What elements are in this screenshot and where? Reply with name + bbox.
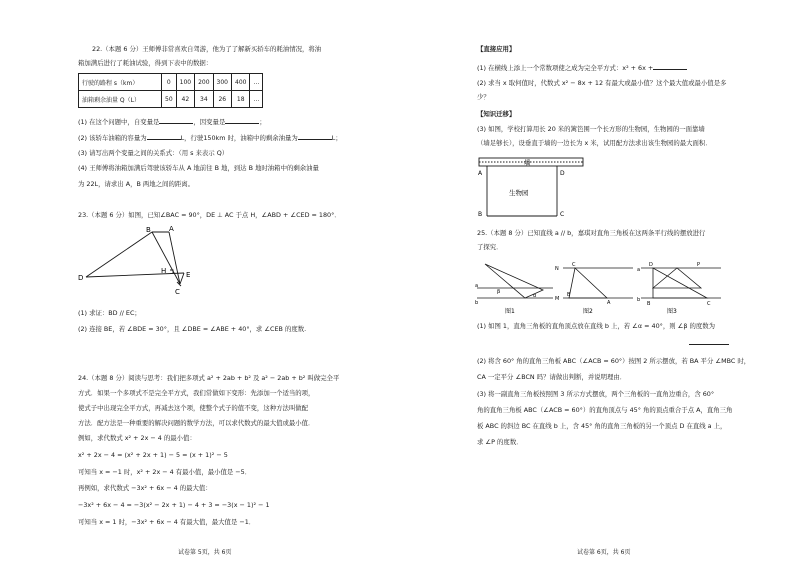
wall-label: 墙	[524, 158, 531, 167]
line-label-b: b	[637, 297, 641, 303]
point-label-a: A	[478, 170, 483, 177]
triangle-45	[653, 268, 701, 288]
line-label-b: b	[475, 300, 479, 306]
figure-1-caption: 图1	[505, 308, 515, 315]
q22-sub4a: (4) 王师傅将油箱加满后驾驶该轿车从 A 地前往 B 地，到达 B 地时油箱中的剩余油量	[78, 164, 319, 172]
point-label-a: A	[169, 225, 174, 233]
table-cell: 0	[162, 74, 177, 91]
q24-line-3: 使式子中出现完全平方式，再减去这个项，使整个式子的值不变，这种方法叫做配	[78, 404, 309, 412]
table-cell: 400	[232, 74, 250, 91]
line-db	[86, 232, 152, 277]
line-bc	[152, 232, 180, 284]
triangle-board	[569, 268, 607, 298]
q23-figure	[78, 224, 218, 304]
q22-sub1	[78, 117, 266, 126]
table-cell: 34	[195, 91, 213, 108]
q24-line-10: 可知当 x = 1 时，−3x² + 6x − 4 有最大值，最大值是 −1．	[78, 518, 256, 526]
table-cell: 42	[176, 91, 194, 108]
q24-line-1: 24.（本题 8 分）阅读与思考：我们把多项式 a² + 2ab + b² 及 a² − 2ab + b² 叫做完全平	[78, 374, 340, 382]
line-label-a: a	[475, 283, 479, 289]
q22-sub3: (3) 请写出两个变量之间的关系式：（用 s 来表示 Q）	[78, 149, 229, 157]
q25-s3c: 板 ABC 的斜边 BC 在直线 b 上，含 45° 角的直角三角板的另一个顶点 D 在直线 a 上，	[477, 422, 727, 430]
q25-s3d: 求 ∠P 的度数．	[477, 438, 523, 446]
direct-use-s1	[477, 63, 687, 72]
page-footer-right: 试卷第 6页，共 6页	[577, 549, 631, 556]
q24-line-2: 方式．如果一个多项式不是完全平方式，我们常做如下变形：先添加一个适当的项，	[78, 389, 315, 397]
q24-line-9: −3x² + 6x − 4 = −3(x² − 2x + 1) − 4 + 3 = −3(x − 1)² − 1	[78, 501, 270, 509]
point-label-a: A	[607, 300, 611, 306]
triangle-60	[653, 268, 707, 298]
table-row	[79, 91, 263, 108]
table-cell: 行驶的路程 s（km）	[79, 74, 162, 91]
answer-blank[interactable]	[689, 338, 729, 345]
q22-sub1-mid: ，因变量是	[193, 118, 226, 126]
q25-s3a: (3) 将一副直角三角板按照图 3 所示方式摆放，两个三角板的一直角边重合，含 60°	[477, 390, 715, 398]
q22-data-table	[78, 73, 263, 108]
q25-s3b: 角的直角三角板 ABC（∠ACB = 60°）的直角顶点与 45° 角的顶点重合于点 A，直角三角	[477, 406, 733, 414]
transfer-heading: 【知识迁移】	[477, 110, 516, 118]
table-cell: 200	[195, 74, 213, 91]
garden-figure	[477, 154, 587, 218]
q22-intro-1: 22.（本题 6 分）王师傅非常喜欢自驾游，他为了了解新买轿车的耗油情况，将油	[92, 45, 322, 53]
right-angle-mark	[170, 270, 173, 273]
garden-label: 生物园	[509, 189, 529, 197]
point-label-c: C	[707, 301, 711, 307]
q22-sub1-end: ；	[259, 118, 266, 126]
point-label-m: M	[555, 296, 560, 302]
line-label-a: a	[637, 267, 641, 273]
q22-sub2-text: (2) 该轿车油箱的容量为	[78, 134, 147, 142]
answer-blank[interactable]	[653, 63, 687, 70]
direct-use-s1-text: (1) 在横线上添上一个常数项使之成为完全平方式：x² + 6x +	[477, 64, 654, 72]
table-cell: …	[250, 74, 263, 91]
point-label-p: P	[697, 262, 701, 268]
answer-blank[interactable]	[298, 133, 332, 140]
q25-s2a: (2) 将含 60° 角的直角三角板 ABC（∠ACB = 60°）按图 2 所示摆放，若 BA 平分 ∠MBC 时，	[477, 357, 751, 365]
q25-figure-1	[475, 258, 555, 318]
direct-use-s2b: 少？	[477, 93, 490, 101]
angle-beta: β	[497, 289, 501, 295]
answer-blank[interactable]	[147, 133, 181, 140]
table-cell: 100	[176, 74, 194, 91]
point-label-h: H	[161, 267, 167, 275]
point-label-b: B	[146, 226, 151, 234]
table-cell: 18	[232, 91, 250, 108]
point-label-b: B	[647, 301, 651, 307]
q22-intro-2: 箱加满后进行了耗油试验，得到下表中的数据：	[78, 59, 213, 67]
figure-3-caption: 图3	[667, 308, 677, 315]
right-page	[397, 0, 794, 561]
q25-intro-2: 了探究．	[477, 243, 503, 251]
table-row	[79, 74, 263, 91]
table-cell: 300	[213, 74, 231, 91]
direct-use-heading: 【直接应用】	[477, 45, 516, 53]
figure-2-caption: 图2	[583, 308, 593, 315]
q24-line-4: 方法．配方法是一种重要的解决问题的数学方法，可以求代数式的最大值或最小值．	[78, 419, 315, 427]
table-cell: 26	[213, 91, 231, 108]
point-label-e: E	[186, 271, 191, 279]
page-footer-left: 试卷第 5页，共 6页	[178, 549, 232, 556]
point-label-c: C	[175, 288, 180, 296]
point-label-c: C	[560, 211, 565, 218]
line-ac	[169, 232, 180, 284]
transfer-s3a: (3) 如图，学校打算用长 20 米的篱笆围一个长方形的生物园，生物园的一面靠墙	[477, 125, 705, 133]
q25-s2b: CA 一定平分 ∠BCN 吗？请做出判断，并说明理由．	[477, 373, 627, 381]
table-cell: 50	[162, 91, 177, 108]
q24-line-8: 再例如，求代数式 −3x² + 6x − 4 的最大值：	[78, 484, 212, 492]
line-de	[86, 273, 184, 277]
q25-figure-2	[555, 258, 635, 318]
point-label-b: B	[478, 211, 483, 218]
q23-sub1: (1) 求证：BD // EC；	[78, 309, 141, 317]
angle-alpha: α	[533, 293, 537, 299]
q22-sub2-mid: L，行驶150km 时，油箱中的剩余油量为	[180, 134, 298, 142]
point-label-d: D	[560, 170, 565, 177]
q22-sub2	[78, 133, 342, 142]
q24-line-6: x² + 2x − 4 = (x² + 2x + 1) − 5 = (x + 1)² − 5	[78, 451, 228, 459]
table-cell: 油箱剩余油量 Q（L）	[79, 91, 162, 108]
direct-use-s2a: (2) 求当 x 取何值时，代数式 x² − 8x + 12 有最大或最小值？这个最大值或最小值是多	[477, 79, 727, 87]
q22-sub1-text: (1) 在这个问题中，自变量是	[78, 118, 160, 126]
q25-intro-1: 25.（本题 8 分）已知直线 a // b，嘉琪对直角三角板在这两条平行线的摆放进行	[477, 229, 706, 237]
q22-sub4b: 为 22L，请求出 A，B 两地之间的距离。	[78, 180, 195, 188]
point-label-n: N	[555, 266, 559, 272]
point-label-d: D	[78, 274, 84, 282]
point-label-d: D	[649, 262, 653, 268]
q24-line-5: 例如，求代数式 x² + 2x − 4 的最小值：	[78, 434, 196, 442]
q23-sub2: (2) 连接 BE，若 ∠BDE = 30°，且 ∠DBE = ∠ABE + 40°，求 ∠CEB 的度数.	[78, 325, 307, 333]
q25-figure-3	[637, 258, 723, 318]
answer-blank[interactable]	[159, 117, 193, 124]
answer-blank[interactable]	[225, 117, 259, 124]
line-ec	[180, 273, 184, 284]
point-label-c: C	[572, 262, 576, 268]
q25-s1: (1) 如图 1，直角三角板的直角顶点放在直线 b 上，若 ∠α = 40°，则 ∠β 的度数为	[477, 322, 716, 330]
q24-line-7: 可知当 x = −1 时，x² + 2x − 4 有最小值，最小值是 −5．	[78, 468, 252, 476]
q23-intro: 23.（本题 6 分）如图，已知∠BAC = 90°，DE ⊥ AC 于点 H，∠ABD + ∠CED = 180°．	[78, 211, 341, 219]
transfer-s3b: （墙足够长），设垂直于墙的一边长为 x 米，试用配方法求出该生物园的最大面积．	[477, 139, 712, 147]
table-cell: …	[250, 91, 263, 108]
point-label-b: B	[567, 292, 571, 298]
q22-sub2-end: L；	[331, 134, 342, 142]
